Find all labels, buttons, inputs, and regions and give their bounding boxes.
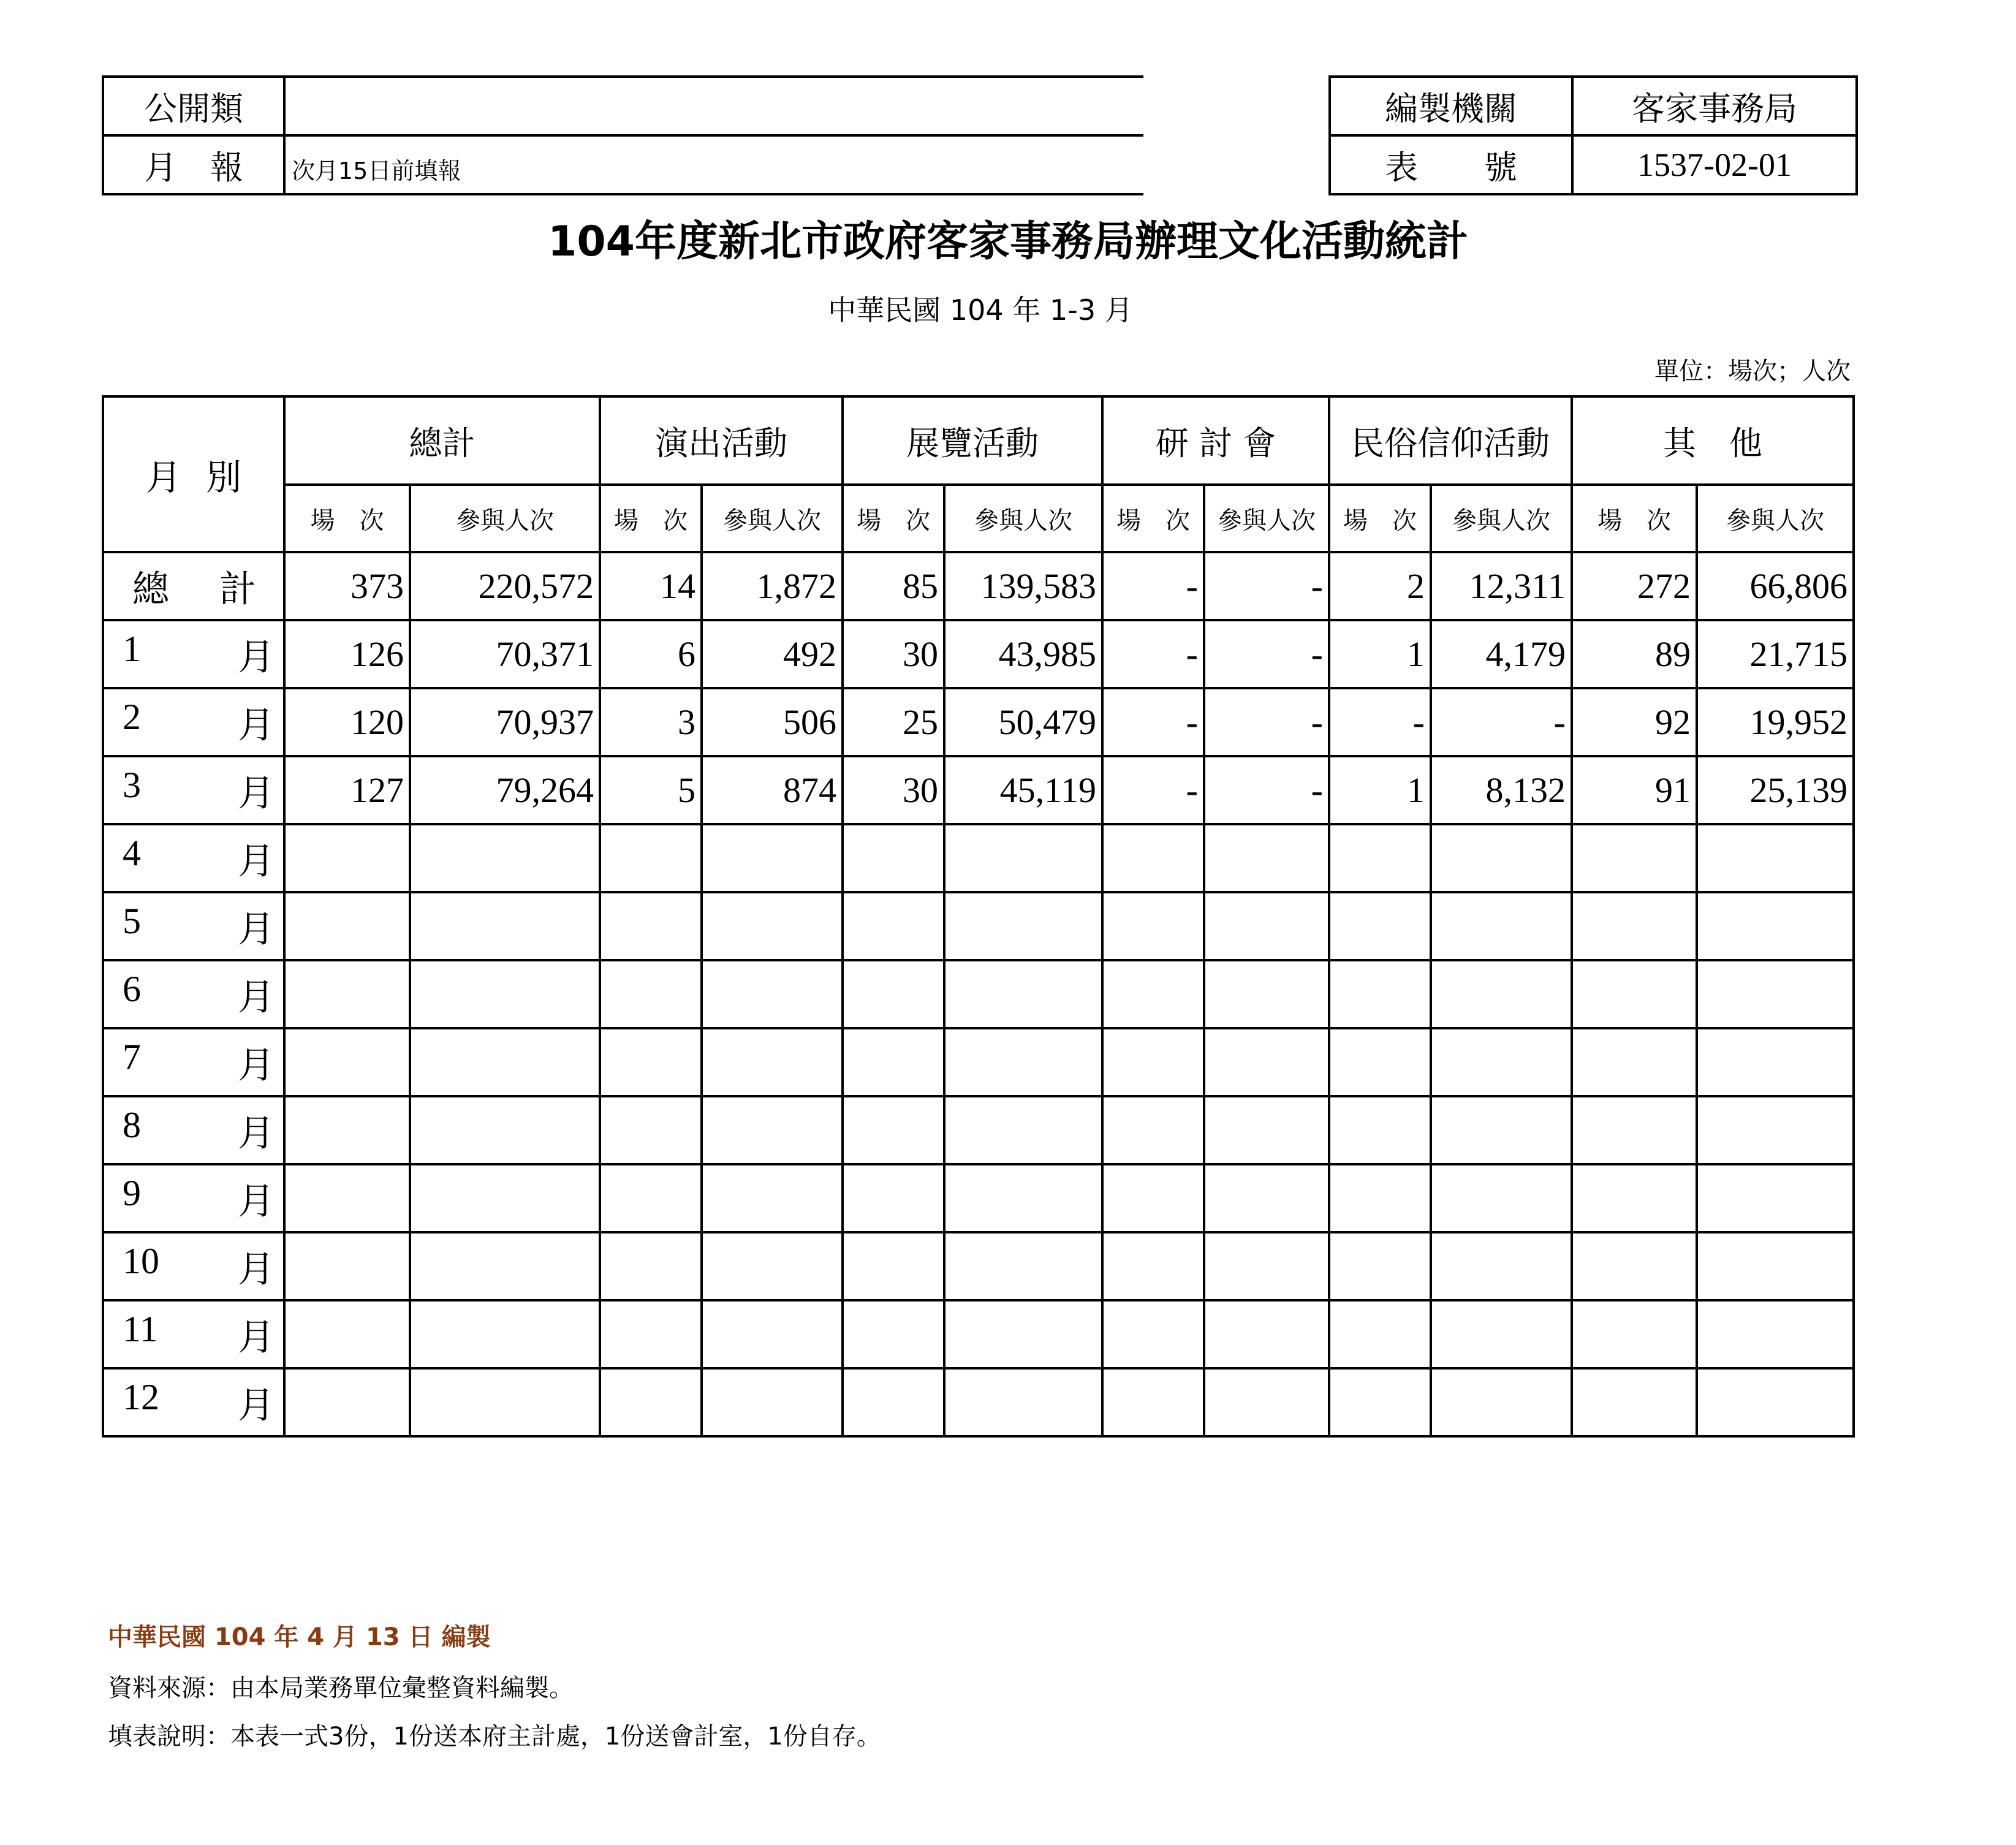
table-cell: 66,806 [1697, 552, 1854, 620]
table-cell: - [1204, 756, 1329, 824]
table-cell [600, 1028, 702, 1096]
table-cell [284, 1232, 410, 1300]
table-cell [944, 960, 1102, 1028]
table-cell: 5 [600, 756, 702, 824]
table-cell: - [1329, 688, 1431, 756]
table-cell [1329, 1300, 1431, 1368]
table-cell [600, 1164, 702, 1232]
classification-label: 公開類 [103, 77, 284, 135]
table-cell: - [1204, 552, 1329, 620]
table-cell: 30 [843, 620, 944, 688]
table-cell [1329, 1368, 1431, 1436]
table-cell: - [1102, 688, 1204, 756]
table-cell [1697, 1300, 1854, 1368]
table-cell [1431, 892, 1572, 960]
table-cell: 506 [702, 688, 843, 756]
table-cell [1697, 1232, 1854, 1300]
table-cell [1204, 824, 1329, 892]
row-label [103, 1232, 284, 1300]
table-cell [702, 1232, 843, 1300]
table-cell [944, 1232, 1102, 1300]
table-cell [1431, 1096, 1572, 1164]
table-cell: 120 [284, 688, 410, 756]
table-cell [1329, 960, 1431, 1028]
row-label-part: 月 [238, 1180, 275, 1223]
table-cell: - [1102, 756, 1204, 824]
header-blank [284, 77, 1143, 135]
table-cell: 45,119 [944, 756, 1102, 824]
table-cell [1572, 960, 1697, 1028]
table-cell [1102, 1096, 1204, 1164]
row-label-part: 月 [238, 907, 275, 951]
table-cell [600, 824, 702, 892]
row-label-part: 3 [123, 764, 141, 805]
table-row [103, 756, 1854, 824]
table-cell: 1,872 [702, 552, 843, 620]
row-label [103, 1096, 284, 1164]
compiled-date: 中華民國 104 年 4 月 13 日 編製 [108, 1623, 491, 1651]
table-cell [944, 1028, 1102, 1096]
data-source: 資料來源：由本局業務單位彙整資料編製。 [108, 1674, 574, 1702]
table-cell: 139,583 [944, 552, 1102, 620]
table-cell [843, 824, 944, 892]
table-cell [702, 960, 843, 1028]
table-cell [1572, 892, 1697, 960]
frequency-label: 月 報 [103, 135, 284, 194]
row-label-part: 12 [123, 1376, 159, 1417]
table-cell: 25,139 [1697, 756, 1854, 824]
table-cell: 12,311 [1431, 552, 1572, 620]
table-cell [284, 1164, 410, 1232]
table-cell [944, 892, 1102, 960]
table-cell: 30 [843, 756, 944, 824]
table-cell [843, 892, 944, 960]
sub-header-people: 參與人次 [1204, 485, 1329, 552]
row-label-part: 月 [238, 1316, 275, 1359]
group-header-exhibition: 展覽活動 [843, 396, 1102, 485]
row-label [103, 1368, 284, 1436]
sub-header-count: 場 次 [843, 485, 944, 552]
row-label-part: 月 [238, 703, 275, 747]
table-cell [600, 1368, 702, 1436]
row-label [103, 960, 284, 1028]
table-cell [410, 824, 600, 892]
row-label-part: 4 [123, 832, 141, 873]
table-cell [1572, 1300, 1697, 1368]
row-label-part: 月 [238, 1044, 275, 1087]
table-cell [1697, 960, 1854, 1028]
table-cell [284, 960, 410, 1028]
table-cell [1102, 960, 1204, 1028]
table-cell [410, 960, 600, 1028]
row-label-part: 10 [123, 1240, 159, 1281]
table-cell: 127 [284, 756, 410, 824]
table-cell [284, 892, 410, 960]
row-label [103, 892, 284, 960]
table-cell [1697, 1028, 1854, 1096]
sub-header-people: 參與人次 [410, 485, 600, 552]
table-cell [1204, 1300, 1329, 1368]
table-cell: - [1431, 688, 1572, 756]
table-cell [1572, 1164, 1697, 1232]
table-cell: 4,179 [1431, 620, 1572, 688]
row-label-part: 總 [132, 567, 169, 611]
table-cell [843, 1232, 944, 1300]
unit-note: 單位：場次；人次 [1654, 357, 1851, 385]
table-cell [1204, 960, 1329, 1028]
table-cell [284, 1096, 410, 1164]
table-cell [1431, 824, 1572, 892]
table-cell: 1 [1329, 620, 1431, 688]
table-row [103, 1028, 1854, 1096]
table-cell [843, 1096, 944, 1164]
row-label-part: 2 [123, 696, 141, 737]
table-cell: - [1204, 688, 1329, 756]
sub-header-count: 場 次 [284, 485, 410, 552]
table-cell: 126 [284, 620, 410, 688]
table-cell [1431, 1232, 1572, 1300]
row-label-part: 月 [238, 1248, 275, 1291]
row-label [103, 756, 284, 824]
table-cell: 2 [1329, 552, 1431, 620]
table-cell [944, 1164, 1102, 1232]
row-label [103, 824, 284, 892]
row-label [103, 1300, 284, 1368]
row-label-part: 6 [123, 968, 141, 1009]
table-cell [1431, 1164, 1572, 1232]
page-subtitle: 中華民國 104 年 1-3 月 [828, 294, 1133, 327]
table-cell [702, 1164, 843, 1232]
table-cell: 6 [600, 620, 702, 688]
table-cell [702, 1368, 843, 1436]
row-label [103, 1028, 284, 1096]
table-cell [600, 960, 702, 1028]
table-cell [843, 1164, 944, 1232]
table-cell [600, 1096, 702, 1164]
row-label-part: 月 [238, 1384, 275, 1427]
table-cell [284, 1028, 410, 1096]
table-cell [1572, 1096, 1697, 1164]
table-cell: - [1204, 620, 1329, 688]
table-cell: 50,479 [944, 688, 1102, 756]
row-label-part: 月 [238, 635, 275, 679]
table-cell [410, 1232, 600, 1300]
table-cell [1431, 1368, 1572, 1436]
table-cell [843, 1028, 944, 1096]
table-cell: 79,264 [410, 756, 600, 824]
table-cell [284, 1368, 410, 1436]
table-cell [410, 1300, 600, 1368]
group-header-performance: 演出活動 [600, 396, 843, 485]
table-cell [284, 824, 410, 892]
table-cell [410, 1096, 600, 1164]
table-cell: 70,937 [410, 688, 600, 756]
table-cell [600, 1300, 702, 1368]
fill-note: 填表說明：本表一式3份，1份送本府主計處，1份送會計室，1份自存。 [108, 1722, 881, 1751]
table-cell [1697, 1368, 1854, 1436]
table-cell [284, 1300, 410, 1368]
table-cell [944, 1300, 1102, 1368]
row-label-part: 月 [238, 976, 275, 1019]
table-cell: 21,715 [1697, 620, 1854, 688]
table-cell [1204, 1368, 1329, 1436]
group-header-folk: 民俗信仰活動 [1329, 396, 1572, 485]
table-cell [1697, 1096, 1854, 1164]
table-cell: 220,572 [410, 552, 600, 620]
compiler-label: 編製機關 [1330, 77, 1572, 135]
table-cell [944, 1096, 1102, 1164]
table-cell: 91 [1572, 756, 1697, 824]
table-cell [1572, 1028, 1697, 1096]
row-label-part: 11 [123, 1308, 158, 1349]
table-row [103, 1164, 1854, 1232]
table-row [103, 1368, 1854, 1436]
table-cell [1329, 824, 1431, 892]
header-left-box [102, 75, 1143, 195]
table-cell: 89 [1572, 620, 1697, 688]
sub-header-count: 場 次 [1572, 485, 1697, 552]
group-header-seminar: 研 討 會 [1102, 396, 1329, 485]
table-row [103, 824, 1854, 892]
table-cell [1431, 960, 1572, 1028]
table-cell [843, 1300, 944, 1368]
table-cell [944, 1368, 1102, 1436]
table-cell [1204, 892, 1329, 960]
row-label-part: 月 [238, 1112, 275, 1155]
form-no-label: 表 號 [1330, 135, 1572, 194]
table-cell [843, 960, 944, 1028]
page-title: 104年度新北市政府客家事務局辦理文化活動統計 [548, 218, 1468, 266]
table-cell [410, 892, 600, 960]
table-cell: 19,952 [1697, 688, 1854, 756]
sub-header-people: 參與人次 [1431, 485, 1572, 552]
table-cell: 1 [1329, 756, 1431, 824]
sub-header-people: 參與人次 [1697, 485, 1854, 552]
table-cell [1329, 1232, 1431, 1300]
table-cell [1572, 824, 1697, 892]
sub-header-people: 參與人次 [702, 485, 843, 552]
sub-header-people: 參與人次 [944, 485, 1102, 552]
table-cell [1102, 824, 1204, 892]
table-cell [1102, 1028, 1204, 1096]
form-no-value: 1537-02-01 [1572, 135, 1857, 194]
table-cell [1329, 1164, 1431, 1232]
group-header-total: 總計 [284, 396, 600, 485]
table-row [103, 552, 1854, 620]
table-cell: 3 [600, 688, 702, 756]
table-cell [702, 892, 843, 960]
table-cell: 373 [284, 552, 410, 620]
table-cell: 70,371 [410, 620, 600, 688]
table-cell: 85 [843, 552, 944, 620]
row-label [103, 552, 284, 620]
row-label-part: 月 [238, 771, 275, 815]
table-body [103, 552, 1854, 1436]
row-label-part: 1 [123, 628, 141, 669]
sub-header-count: 場 次 [600, 485, 702, 552]
table-row [103, 1300, 1854, 1368]
table-cell [1431, 1300, 1572, 1368]
table-cell [702, 824, 843, 892]
month-header: 月別 [103, 396, 284, 552]
sub-header-count: 場 次 [1329, 485, 1431, 552]
table-cell [1102, 1232, 1204, 1300]
table-cell [600, 892, 702, 960]
table-cell [1204, 1028, 1329, 1096]
table-row [103, 620, 1854, 688]
compiler-value: 客家事務局 [1572, 77, 1857, 135]
sub-header-count: 場 次 [1102, 485, 1204, 552]
table-cell [1329, 1028, 1431, 1096]
table-cell: 43,985 [944, 620, 1102, 688]
table-cell: 272 [1572, 552, 1697, 620]
header-right-box [1328, 75, 1858, 195]
table-cell: - [1102, 620, 1204, 688]
table-cell [843, 1368, 944, 1436]
table-row [103, 1096, 1854, 1164]
table-row [103, 960, 1854, 1028]
table-cell [702, 1028, 843, 1096]
table-cell [1204, 1164, 1329, 1232]
sub-header-row [103, 485, 1854, 552]
table-cell [944, 824, 1102, 892]
group-header-other: 其 他 [1572, 396, 1854, 485]
table-cell [600, 1232, 702, 1300]
table-cell [1102, 1164, 1204, 1232]
table-cell [1102, 1300, 1204, 1368]
table-cell [1204, 1232, 1329, 1300]
table-cell [702, 1096, 843, 1164]
table-cell: 25 [843, 688, 944, 756]
row-label-part: 9 [123, 1172, 141, 1213]
statistics-table [102, 395, 1855, 1438]
row-label-part: 7 [123, 1036, 141, 1077]
table-row [103, 892, 1854, 960]
row-label [103, 1164, 284, 1232]
table-cell [1102, 1368, 1204, 1436]
table-cell [1431, 1028, 1572, 1096]
table-row [103, 1232, 1854, 1300]
table-cell [1697, 824, 1854, 892]
row-label-part: 計 [219, 567, 256, 611]
table-cell: 14 [600, 552, 702, 620]
table-cell [410, 1368, 600, 1436]
row-label-part: 月 [238, 839, 275, 883]
table-cell [1329, 892, 1431, 960]
deadline-note: 次月15日前填報 [292, 157, 461, 184]
table-cell [410, 1164, 600, 1232]
table-cell [1572, 1368, 1697, 1436]
row-label [103, 620, 284, 688]
table-cell [1697, 892, 1854, 960]
table-cell [1102, 892, 1204, 960]
row-label-part: 8 [123, 1104, 141, 1145]
table-cell [1572, 1232, 1697, 1300]
table-cell [702, 1300, 843, 1368]
table-cell: 92 [1572, 688, 1697, 756]
footer [108, 1618, 881, 1765]
row-label-part: 5 [123, 900, 141, 941]
table-cell: - [1102, 552, 1204, 620]
table-cell [1204, 1096, 1329, 1164]
table-row [103, 688, 1854, 756]
table-cell [1697, 1164, 1854, 1232]
row-label [103, 688, 284, 756]
table-cell: 8,132 [1431, 756, 1572, 824]
table-cell: 874 [702, 756, 843, 824]
table-cell: 492 [702, 620, 843, 688]
table-cell [410, 1028, 600, 1096]
table-cell [1329, 1096, 1431, 1164]
